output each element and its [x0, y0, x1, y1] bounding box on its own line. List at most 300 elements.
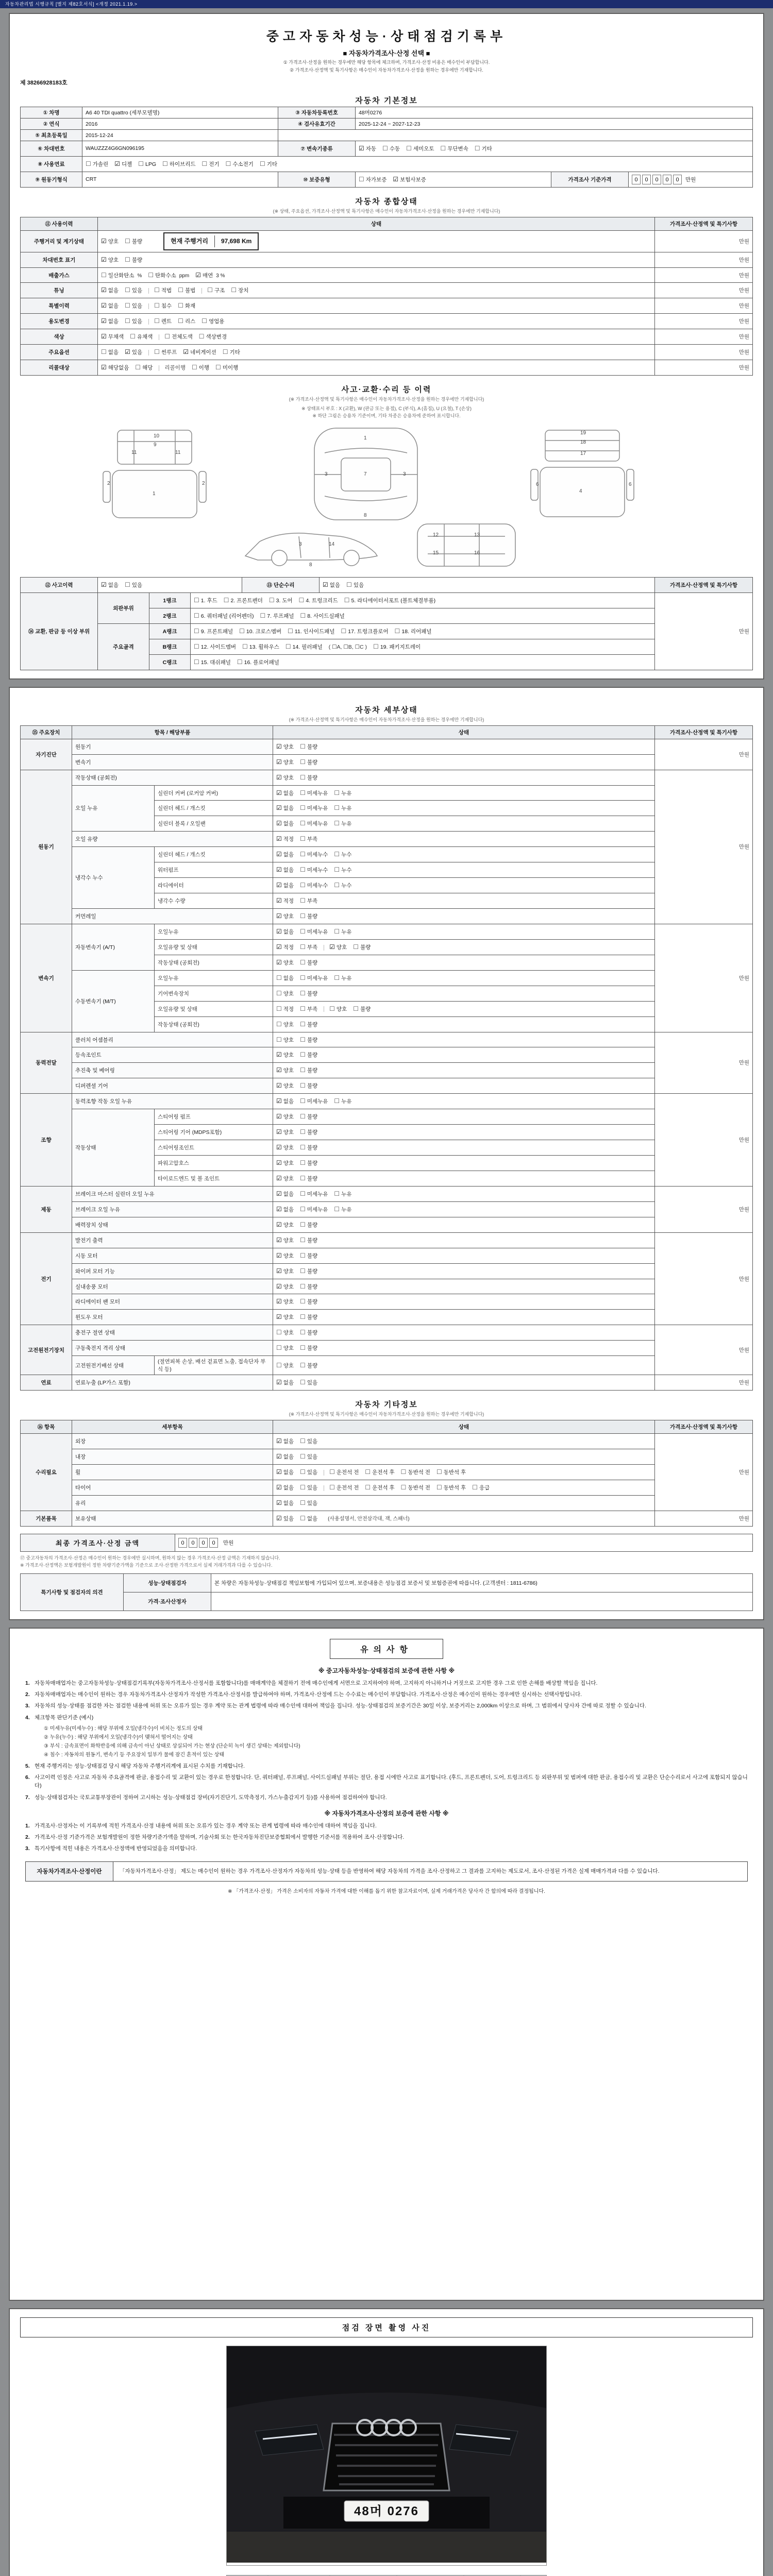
- checkbox-checked[interactable]: ☑ 없음: [276, 1453, 294, 1461]
- col-etc-group: ⑯ 항목: [21, 1420, 72, 1434]
- checkbox-unchecked[interactable]: ☐ 세미오토: [406, 145, 434, 152]
- checkbox-unchecked[interactable]: ☐ 운전석 후: [365, 1483, 395, 1491]
- device-row: [21, 1232, 753, 1248]
- checkbox-unchecked[interactable]: ☐ 불량: [300, 1113, 318, 1121]
- checkbox-unchecked[interactable]: ☐ 5. 라디에이터서포트 (볼트체결부품): [344, 597, 436, 604]
- inspection-period-label: ④ 검사유효기간: [278, 118, 356, 130]
- checkbox-unchecked[interactable]: ☐ 17. 트렁크플로어: [341, 627, 389, 635]
- item-label: 발전기 출력: [72, 1232, 273, 1248]
- checkbox-unchecked[interactable]: ☐ 불량: [300, 989, 318, 997]
- device-row: [21, 1078, 753, 1094]
- checkbox-checked[interactable]: ☑ 양호: [276, 958, 294, 966]
- subitem-label: 기어변속장치: [155, 986, 273, 1001]
- checkbox-checked[interactable]: ☑ 양호: [276, 1298, 294, 1306]
- checkbox-unchecked[interactable]: ☐ 미세누유: [300, 1097, 328, 1105]
- checkbox-checked[interactable]: ☑ 없음: [276, 1205, 294, 1213]
- checkbox-unchecked[interactable]: ☐ 불량: [353, 943, 371, 951]
- row-color: [21, 329, 753, 345]
- rankB-checks: [191, 639, 655, 654]
- checkbox-unchecked[interactable]: ☐ 미세누유: [300, 927, 328, 935]
- checkbox-unchecked[interactable]: ☐ 양호: [276, 989, 294, 997]
- checkbox-unchecked[interactable]: ☐ 불량: [300, 1282, 318, 1290]
- outer-panel-label: 외판부위: [98, 593, 149, 624]
- device-row: [21, 1310, 753, 1325]
- checkbox-checked[interactable]: ☑ 무채색: [101, 333, 124, 341]
- device-row: [21, 754, 753, 770]
- checkbox-unchecked[interactable]: ☐ 누유: [334, 974, 352, 981]
- checkbox-unchecked[interactable]: ☐ 미이행: [215, 364, 239, 371]
- checkbox-unchecked[interactable]: ☐ 침수: [154, 302, 172, 310]
- state-checks: [273, 893, 655, 909]
- checkbox-unchecked[interactable]: ☐ 불량: [300, 1329, 318, 1336]
- state-checks: [273, 1449, 655, 1465]
- device-row: [21, 1094, 753, 1109]
- checkbox-unchecked[interactable]: ☐ 있음: [300, 1468, 318, 1476]
- checkbox-checked[interactable]: ☑ 양호: [101, 256, 119, 263]
- checkbox-unchecked[interactable]: ☐ 미세누유: [300, 820, 328, 827]
- checkbox-unchecked[interactable]: ☐ 운전석 전: [329, 1468, 359, 1476]
- state-checks: [273, 739, 655, 754]
- checkbox-unchecked[interactable]: ☐ 이행: [191, 364, 210, 371]
- checkbox-unchecked[interactable]: ☐ 수소전기: [225, 160, 254, 167]
- checkbox-unchecked[interactable]: ☐ 4. 트렁크리드: [298, 597, 338, 604]
- checkbox-unchecked[interactable]: ☐ 13. 휠하우스: [242, 642, 279, 650]
- checkbox-unchecked[interactable]: ☐ 11. 인사이드패널: [288, 627, 335, 635]
- checkbox-checked[interactable]: ☑ 양호: [276, 1159, 294, 1167]
- checkbox-checked[interactable]: ☑ 자동: [359, 145, 377, 152]
- checkbox-checked[interactable]: ☑ 양호: [276, 1267, 294, 1275]
- checkbox-unchecked[interactable]: ☐ 누유: [334, 1205, 352, 1213]
- overall-note: (※ 상태, 주요옵션, 가격조사·산정액 및 특기사항은 매수인이 자동차가격조사·산정을 원하는 경우에만 기재합니다): [273, 208, 500, 214]
- checkbox-unchecked[interactable]: ☐ 6. 쿼터패널 (리어펜더): [194, 612, 254, 619]
- checkbox-unchecked[interactable]: ☐ 수동: [382, 145, 400, 152]
- checkbox-checked[interactable]: ☑ 없음: [276, 1499, 294, 1506]
- col-price: 가격조사·산정액 및 특기사항: [655, 725, 753, 739]
- price-cell: 만원: [655, 1094, 753, 1187]
- state-checks: [273, 847, 655, 862]
- checkbox-unchecked[interactable]: ☐ 동반석 전: [400, 1483, 430, 1491]
- checkbox-unchecked[interactable]: ☐ 양호: [276, 1329, 294, 1336]
- checkbox-unchecked[interactable]: ☐ 응급: [472, 1483, 490, 1491]
- checkbox-unchecked[interactable]: ☐ 적법: [154, 286, 172, 294]
- svg-text:11: 11: [131, 450, 137, 456]
- checkbox-checked[interactable]: ☑ 없음: [101, 317, 119, 325]
- checkbox-unchecked[interactable]: ☐ 미세누유: [300, 789, 328, 796]
- price-cell: 만원: [655, 360, 753, 376]
- checkbox-checked[interactable]: ☑ 없음: [276, 1190, 294, 1197]
- checkbox-unchecked[interactable]: ☐ 기타: [259, 160, 277, 167]
- price-cell: 만원: [655, 1375, 753, 1391]
- subitem-label: 오일유량 및 상태: [155, 1001, 273, 1016]
- checkbox-unchecked[interactable]: ☐ 없음: [101, 348, 119, 356]
- checkbox-unchecked[interactable]: ☐ 양호: [276, 1020, 294, 1028]
- checkbox-checked[interactable]: ☑ 양호: [276, 773, 294, 781]
- checkbox-unchecked[interactable]: ☐ 장치: [231, 286, 249, 294]
- checkbox-unchecked[interactable]: ☐ 누유: [334, 927, 352, 935]
- price-cell: 만원: [655, 252, 753, 267]
- checkbox-checked[interactable]: ☑ 양호: [276, 1221, 294, 1228]
- checkbox-unchecked[interactable]: ☐ 누유: [334, 820, 352, 827]
- row-label: 차대번호 표기: [21, 252, 98, 267]
- checkbox-unchecked[interactable]: ☐ 양호: [276, 1036, 294, 1043]
- checkbox-unchecked[interactable]: ☐ 1. 후드: [194, 597, 217, 604]
- checkbox-unchecked[interactable]: ☐ 운전석 전: [329, 1483, 359, 1491]
- checkbox-checked[interactable]: ☑ 없음: [276, 1379, 294, 1386]
- checkbox-unchecked[interactable]: ☐ 불량: [300, 773, 318, 781]
- checkbox-unchecked[interactable]: ☐ 영업용: [201, 317, 225, 325]
- state-checks: [273, 1310, 655, 1325]
- checkbox-unchecked[interactable]: ☐ LPG: [138, 160, 157, 167]
- checkbox-unchecked[interactable]: ☐ 가솔린: [86, 160, 109, 167]
- checkbox-unchecked[interactable]: ☐ 2. 프론트펜더: [223, 597, 263, 604]
- checkbox-unchecked[interactable]: ☐ 있음: [300, 1437, 318, 1445]
- device-group-label: 수리필요: [21, 1434, 72, 1511]
- checkbox-checked[interactable]: ☑ 없음: [101, 302, 119, 310]
- checkbox-unchecked[interactable]: ☐ 8. 사이드실패널: [300, 612, 345, 619]
- checkbox-unchecked[interactable]: ☐ 15. 대쉬패널: [194, 658, 231, 666]
- checkbox-checked[interactable]: ☑ 없음: [276, 1437, 294, 1445]
- state-checks: [273, 970, 655, 986]
- checkbox-unchecked[interactable]: ☐ 적정: [276, 1005, 294, 1012]
- checkbox-unchecked[interactable]: ☐ 누수: [334, 882, 352, 889]
- checkbox-unchecked[interactable]: ☐ 있음: [125, 286, 143, 294]
- checkbox-unchecked[interactable]: ☐ 불량: [300, 758, 318, 766]
- notice-item: 2. 자동차매매업자는 매수인이 원하는 경우 자동차가격조사·산정자가 작성한 가격조사·산정서를 발급하여야 하며, 가격조사·산정에 드는 수수료는 매수인이 부담합니다. 가격조사·산정은 매수인이 원하는 경우에만 실시하는 선택사항입니다.: [25, 1691, 582, 1698]
- engine-type-value: CRT: [82, 172, 278, 187]
- item-label: 냉각수 누수: [72, 847, 155, 909]
- checkbox-unchecked[interactable]: ☐ 불량: [300, 1020, 318, 1028]
- notice-subitem: ③ 부식 : 금속표면이 화학반응에 의해 금속이 아닌 상태로 상실되어 가는 현상 (단순히 녹이 생긴 상태는 제외합니다): [44, 1743, 300, 1749]
- checkbox-unchecked[interactable]: ☐ 리스: [178, 317, 196, 325]
- checkbox-unchecked[interactable]: ☐ 동반석 전: [400, 1468, 430, 1476]
- checkbox-unchecked[interactable]: ☐ 양호: [329, 1005, 347, 1012]
- device-row: [21, 1032, 753, 1047]
- checkbox-checked[interactable]: ☑ 양호: [276, 758, 294, 766]
- svg-text:13: 13: [474, 532, 480, 538]
- state-checks: [273, 801, 655, 816]
- checkbox-unchecked[interactable]: ☐ 기타: [222, 348, 240, 356]
- checkbox-checked[interactable]: ☑ 양호: [276, 1174, 294, 1182]
- checkbox-unchecked[interactable]: ☐ 9. 프론트패널: [194, 627, 233, 635]
- checkbox-checked[interactable]: ☑ 매연 3 %: [195, 271, 225, 279]
- final-price-digits: [178, 1540, 220, 1546]
- checkbox-checked[interactable]: ☑ 보험사보증: [393, 175, 426, 183]
- checkbox-checked[interactable]: ☑ 적정: [276, 835, 294, 843]
- checkbox-unchecked[interactable]: ☐ 불량: [300, 1144, 318, 1151]
- checkbox-unchecked[interactable]: ☐ 부족: [300, 943, 318, 951]
- col-device: ⑮ 주요장치: [21, 725, 72, 739]
- etc-info-table: [20, 1420, 753, 1527]
- checkbox-unchecked[interactable]: ☐ 부족: [300, 835, 318, 843]
- col-etc-item: 세부항목: [72, 1420, 273, 1434]
- checkbox-unchecked[interactable]: ☐ 동반석 후: [436, 1468, 466, 1476]
- item-label: 휠: [72, 1465, 273, 1480]
- checkbox-unchecked[interactable]: ☐ 누유: [334, 789, 352, 796]
- checkbox-unchecked[interactable]: ☐ 미세누수: [300, 866, 328, 874]
- row-special-history: [21, 298, 753, 314]
- checkbox-unchecked[interactable]: ☐ 불량: [300, 1066, 318, 1074]
- checkbox-unchecked[interactable]: ☐ 누수: [334, 851, 352, 858]
- section-title-etc: 자동차 기타정보: [355, 1400, 418, 1410]
- checkbox-unchecked[interactable]: ☐ 누유: [334, 1097, 352, 1105]
- checkbox-unchecked[interactable]: ☐ 부족: [300, 897, 318, 905]
- definition-box-text: 「자동차가격조사·산정」 제도는 매수인이 원하는 경우 가격조사·산정자가 자동차의 성능·상태 등을 반영하여 해당 자동차의 가격을 조사·산정하고 그 결과를 고지하는 제도로서, 조사·산정된 가격은 실제 매매가격과 다를 수 있습니다.: [120, 1868, 660, 1874]
- checkbox-unchecked[interactable]: ☐ 동반석 후: [436, 1483, 466, 1491]
- item-label: 동력조향 작동 오일 누유: [72, 1094, 273, 1109]
- checkbox-unchecked[interactable]: ☐ 탄화수소 ppm: [148, 271, 190, 279]
- checkbox-unchecked[interactable]: ☐ 자가보증: [359, 175, 387, 183]
- state-checks: [273, 1032, 655, 1047]
- price-cell: 만원: [655, 283, 753, 298]
- checkbox-unchecked[interactable]: ☐ 불량: [300, 1159, 318, 1167]
- checkbox-unchecked[interactable]: ☐ 불량: [300, 1236, 318, 1244]
- notice-item: 1. 자동차매매업자는 중고자동차성능·상태점검기록부(자동차가격조사·산정서를 포함합니다)를 매매계약을 체결하기 전에 매수인에게 서면으로 고지하여야 하며, 고지하지 아니하거나 거짓으로 고지한 경우 그로 인한 손해를 배상할 책임을 집니다.: [25, 1680, 598, 1686]
- checkbox-unchecked[interactable]: ☐ 렌트: [154, 317, 172, 325]
- checkbox-checked[interactable]: ☑ 양호: [276, 1313, 294, 1321]
- checkbox-checked[interactable]: ☑ 없음: [276, 804, 294, 812]
- svg-text:19: 19: [580, 430, 586, 436]
- checkbox-unchecked[interactable]: ☐ 무단변속: [440, 145, 468, 152]
- checkbox-checked[interactable]: ☑ 양호: [276, 912, 294, 920]
- price-digit: 0: [673, 175, 682, 184]
- device-row: [21, 909, 753, 924]
- checkbox-checked[interactable]: ☑ 양호: [276, 1236, 294, 1244]
- row-label: 배출가스: [21, 267, 98, 283]
- checkbox-unchecked[interactable]: ☐ 불량: [300, 1174, 318, 1182]
- checkbox-unchecked[interactable]: ☐ 미세누유: [300, 804, 328, 812]
- warranty-checks: [356, 172, 551, 187]
- checkbox-unchecked[interactable]: ☐ 14. 필러패널: [285, 642, 323, 650]
- device-group-label: 동력전달: [21, 1032, 72, 1094]
- device-row: [21, 1047, 753, 1063]
- checkbox-unchecked[interactable]: ☐ 불량: [353, 1005, 371, 1012]
- device-group-label: 변속기: [21, 924, 72, 1032]
- exchange-label: ⑭ 교환, 판금 등 이상 부위: [21, 593, 98, 670]
- rankC-label: C랭크: [149, 654, 191, 670]
- state-checks: [273, 1171, 655, 1186]
- checkbox-unchecked[interactable]: ☐ 하이브리드: [162, 160, 196, 167]
- checkbox-checked[interactable]: ☑ 있음: [276, 1514, 294, 1522]
- checkbox-unchecked[interactable]: ☐ 불량: [300, 1036, 318, 1043]
- definition-box-title: 자동차가격조사·산정이란: [26, 1862, 113, 1881]
- checkbox-checked[interactable]: ☑ 없음: [276, 866, 294, 874]
- checkbox-checked[interactable]: ☑ 양호: [276, 1282, 294, 1290]
- notices-section2-title: ※ 자동차가격조사·산정의 보증에 관한 사항 ※: [324, 1809, 449, 1817]
- checkbox-checked[interactable]: ☑ 없음: [276, 882, 294, 889]
- checkbox-checked[interactable]: ☑ 해당없음: [101, 364, 129, 371]
- col-etc-state: 상태: [273, 1420, 655, 1434]
- device-row: [21, 924, 753, 939]
- checkbox-unchecked[interactable]: ☐ 있음: [300, 1453, 318, 1461]
- checkbox-checked[interactable]: ☑ 양호: [276, 1144, 294, 1151]
- device-row: [21, 739, 753, 754]
- subitem-label: 스티어링조인트: [155, 1140, 273, 1156]
- checkbox-unchecked[interactable]: ☐ 불량: [300, 1082, 318, 1090]
- checkbox-unchecked[interactable]: ☐ 불량: [300, 1313, 318, 1321]
- checkbox-unchecked[interactable]: ☐ 전기: [201, 160, 220, 167]
- checkbox-unchecked[interactable]: ☐ 전체도색: [164, 333, 193, 341]
- checkbox-unchecked[interactable]: ☐ 불량: [125, 256, 143, 263]
- panel-basic-info: [9, 13, 764, 679]
- transmission-label: ⑦ 변속기종류: [278, 141, 356, 157]
- final-note-2: ※ 가격조사·산정액은 보험개발원이 정한 차량기준가액을 기준으로 조사·산정한 가격으로서 실제 거래가격과 다를 수 있습니다.: [20, 1562, 273, 1568]
- simple-repair-checks: [320, 578, 655, 593]
- checkbox-unchecked[interactable]: ☐ 불량: [125, 237, 143, 245]
- checkbox-checked[interactable]: ☑ 양호: [329, 943, 347, 951]
- checkbox-unchecked[interactable]: ☐ 있음: [300, 1379, 318, 1386]
- rank1-checks: [191, 593, 655, 608]
- checkbox-unchecked[interactable]: ☐ 16. 플로어패널: [237, 658, 279, 666]
- checkbox-checked[interactable]: ☑ 없음: [276, 820, 294, 827]
- checkbox-unchecked[interactable]: ☐ 양호: [276, 1361, 294, 1369]
- checkbox-checked[interactable]: ☑ 없음: [101, 286, 119, 294]
- checkbox-checked[interactable]: ☑ 있음: [125, 348, 143, 356]
- notices-title: 유의사항: [330, 1639, 443, 1659]
- device-row: [21, 1279, 753, 1294]
- checkbox-checked[interactable]: ☑ 양호: [276, 1051, 294, 1059]
- checkbox-unchecked[interactable]: ☐ 누유: [334, 1190, 352, 1197]
- checkbox-unchecked[interactable]: ☐ 불량: [300, 912, 318, 920]
- checkbox-checked[interactable]: ☑ 없음: [101, 581, 119, 589]
- checkbox-checked[interactable]: ☑ 네비게이션: [183, 348, 216, 356]
- checkbox-unchecked[interactable]: ☐ 있음: [346, 581, 364, 589]
- checkbox-unchecked[interactable]: ☐ 불법: [178, 286, 196, 294]
- accident-note: (※ 가격조사·산정액 및 특기사항은 매수인이 자동차가격조사·산정을 원하는 경우에만 기재합니다): [289, 397, 484, 402]
- item-label: 와이퍼 모터 기능: [72, 1263, 273, 1279]
- item-label: 타이어: [72, 1480, 273, 1495]
- checkbox-unchecked[interactable]: ☐ 불량: [300, 958, 318, 966]
- checkbox-unchecked[interactable]: ☐ 없음: [300, 1514, 318, 1522]
- panel-detail-state: [9, 687, 764, 1620]
- state-checks: [273, 939, 655, 955]
- checkbox-checked[interactable]: ☑ 없음: [276, 789, 294, 796]
- checkbox-unchecked[interactable]: ☐ 해당: [135, 364, 153, 371]
- checkbox-checked[interactable]: ☑ 양호: [276, 1251, 294, 1259]
- state-checks: [273, 986, 655, 1001]
- checkbox-unchecked[interactable]: ☐ 있음: [300, 1483, 318, 1491]
- item-label: 추진축 및 베어링: [72, 1063, 273, 1078]
- checkbox-checked[interactable]: ☑ 없음: [323, 581, 341, 589]
- checkbox-unchecked[interactable]: ☐ 없음: [276, 974, 294, 981]
- notices-final-note: ※ 「가격조사·산정」 가격은 소비자의 자동차 가격에 대한 이해를 돕기 위한 참고자료이며, 실제 거래가격은 당사자 간 합의에 따라 결정됩니다.: [228, 1888, 545, 1894]
- checkbox-checked[interactable]: ☑ 양호: [101, 237, 119, 245]
- device-row: [21, 1186, 753, 1201]
- checkbox-unchecked[interactable]: ☐ 미세누유: [300, 1190, 328, 1197]
- svg-text:9: 9: [154, 442, 157, 448]
- checkbox-unchecked[interactable]: ☐ 불량: [300, 1221, 318, 1228]
- checkbox-unchecked[interactable]: ☐ 불량: [300, 1251, 318, 1259]
- checkbox-unchecked[interactable]: ☐ 있음: [125, 581, 143, 589]
- col-etc-price: 가격조사·산정액 및 특기사항: [655, 1420, 753, 1434]
- checkbox-checked[interactable]: ☑ 양호: [276, 742, 294, 750]
- device-group-label: 원동기: [21, 770, 72, 924]
- device-row: [21, 1495, 753, 1511]
- checkbox-checked[interactable]: ☑ 디젤: [114, 160, 132, 167]
- appraiser-label: 가격·조사산정자: [124, 1592, 211, 1611]
- reg-no-value: 48머0276: [356, 107, 753, 118]
- item-label: 오일 유량: [72, 832, 273, 847]
- select-note-2: ② 가격조사·산정액 및 특기사항은 매수인이 자동차가격조사·산정을 원하는 경우에만 기재합니다.: [290, 67, 483, 73]
- checkbox-checked[interactable]: ☑ 양호: [276, 1113, 294, 1121]
- notice-item: 3. 자동차의 성능·상태를 점검한 자는 점검한 내용에 허위 또는 오류가 있는 경우 계약 또는 관계 법령에 따라 매수인에 대하여 책임을 집니다. 성능·상태점검의 보증기간은 30일 이상, 보증거리는 2,000km 이상으로 하며, 그 범위에서 당사자 간에 따로 정할 수 있습니다.: [25, 1703, 647, 1709]
- price-cell: 만원: [655, 1186, 753, 1232]
- checkbox-checked[interactable]: ☑ 적정: [276, 943, 294, 951]
- rank-row-A: [21, 623, 753, 639]
- checkbox-unchecked[interactable]: ☐ 불량: [300, 1267, 318, 1275]
- checkbox-unchecked[interactable]: ☐ 썬루프: [154, 348, 177, 356]
- state-checks: [273, 1201, 655, 1217]
- checkbox-unchecked[interactable]: ☐ 19. 패키지트레이: [373, 642, 421, 650]
- state-checks: [273, 1140, 655, 1156]
- checkbox-unchecked[interactable]: ☐ 불량: [300, 1128, 318, 1136]
- checkbox-unchecked[interactable]: ☐ 있음: [125, 317, 143, 325]
- item-label: 클러치 어셈블리: [72, 1032, 273, 1047]
- svg-text:18: 18: [580, 439, 586, 446]
- checkbox-checked[interactable]: ☑ 없음: [276, 1468, 294, 1476]
- checkbox-unchecked[interactable]: ☐ 있음: [300, 1499, 318, 1506]
- checkbox-unchecked[interactable]: ☐ 불량: [300, 742, 318, 750]
- checkbox-unchecked[interactable]: ☐ 미세누수: [300, 851, 328, 858]
- checkbox-checked[interactable]: ☑ 양호: [276, 1066, 294, 1074]
- checkbox-checked[interactable]: ☑ 양호: [276, 1082, 294, 1090]
- checkbox-unchecked[interactable]: ☐ 누유: [334, 804, 352, 812]
- checkbox-unchecked[interactable]: ☐ 운전석 후: [365, 1468, 395, 1476]
- price-digit: 0: [652, 175, 661, 184]
- checkbox-unchecked[interactable]: ☐ 색상변경: [198, 333, 227, 341]
- checkbox-unchecked[interactable]: ☐ 12. 사이드멤버: [194, 642, 236, 650]
- checkbox-checked[interactable]: ☑ 양호: [276, 1128, 294, 1136]
- checkbox-unchecked[interactable]: ☐ 불량: [300, 1344, 318, 1352]
- checkbox-unchecked[interactable]: ☐ 미세누유: [300, 1205, 328, 1213]
- price-digit: 0: [189, 1538, 197, 1548]
- document-number: 제 38266928183호: [20, 80, 68, 86]
- checkbox-unchecked[interactable]: ☐ 미세누수: [300, 882, 328, 889]
- checkbox-unchecked[interactable]: ☐ 18. 리어패널: [394, 627, 432, 635]
- fuel-label: ⑧ 사용연료: [21, 156, 82, 172]
- checkbox-unchecked[interactable]: ☐ 불량: [300, 1361, 318, 1369]
- device-row: [21, 970, 753, 986]
- checkbox-unchecked[interactable]: ☐ 양호: [276, 1344, 294, 1352]
- item-label: 실내송풍 모터: [72, 1279, 273, 1294]
- checkbox-unchecked[interactable]: ☐ 있음: [125, 302, 143, 310]
- checkbox-unchecked[interactable]: ☐ 일산화탄소 %: [101, 271, 142, 279]
- checkbox-checked[interactable]: ☑ 없음: [276, 1483, 294, 1491]
- state-checks: [273, 1078, 655, 1094]
- checkbox-checked[interactable]: ☑ 없음: [276, 851, 294, 858]
- checkbox-unchecked[interactable]: ☐ 누수: [334, 866, 352, 874]
- checkbox-unchecked[interactable]: ☐ 미세누유: [300, 974, 328, 981]
- row-mileage: [21, 230, 753, 252]
- checkbox-unchecked[interactable]: ☐ 10. 크로스멤버: [239, 627, 282, 635]
- checkbox-checked[interactable]: ☑ 없음: [276, 1097, 294, 1105]
- state-checks: [273, 1480, 655, 1495]
- checkbox-unchecked[interactable]: ☐ 부족: [300, 1005, 318, 1012]
- checkbox-checked[interactable]: ☑ 없음: [276, 927, 294, 935]
- checkbox-unchecked[interactable]: ☐ 7. 루프패널: [260, 612, 294, 619]
- device-row: [21, 1217, 753, 1232]
- checkbox-unchecked[interactable]: ☐ 기타: [474, 145, 492, 152]
- checkbox-unchecked[interactable]: ☐ 화재: [178, 302, 196, 310]
- device-row: [21, 770, 753, 785]
- subitem-label: 타이로드엔드 및 볼 조인트: [155, 1171, 273, 1186]
- checkbox-checked[interactable]: ☑ 적정: [276, 897, 294, 905]
- checkbox-unchecked[interactable]: ☐ 3. 도어: [268, 597, 293, 604]
- checkbox-unchecked[interactable]: ☐ 불량: [300, 1298, 318, 1306]
- checkbox-unchecked[interactable]: ☐ 불량: [300, 1051, 318, 1059]
- checkbox-unchecked[interactable]: ☐ 유채색: [130, 333, 153, 341]
- checkbox-unchecked[interactable]: ☐ 구조: [207, 286, 225, 294]
- state-checks: [273, 1263, 655, 1279]
